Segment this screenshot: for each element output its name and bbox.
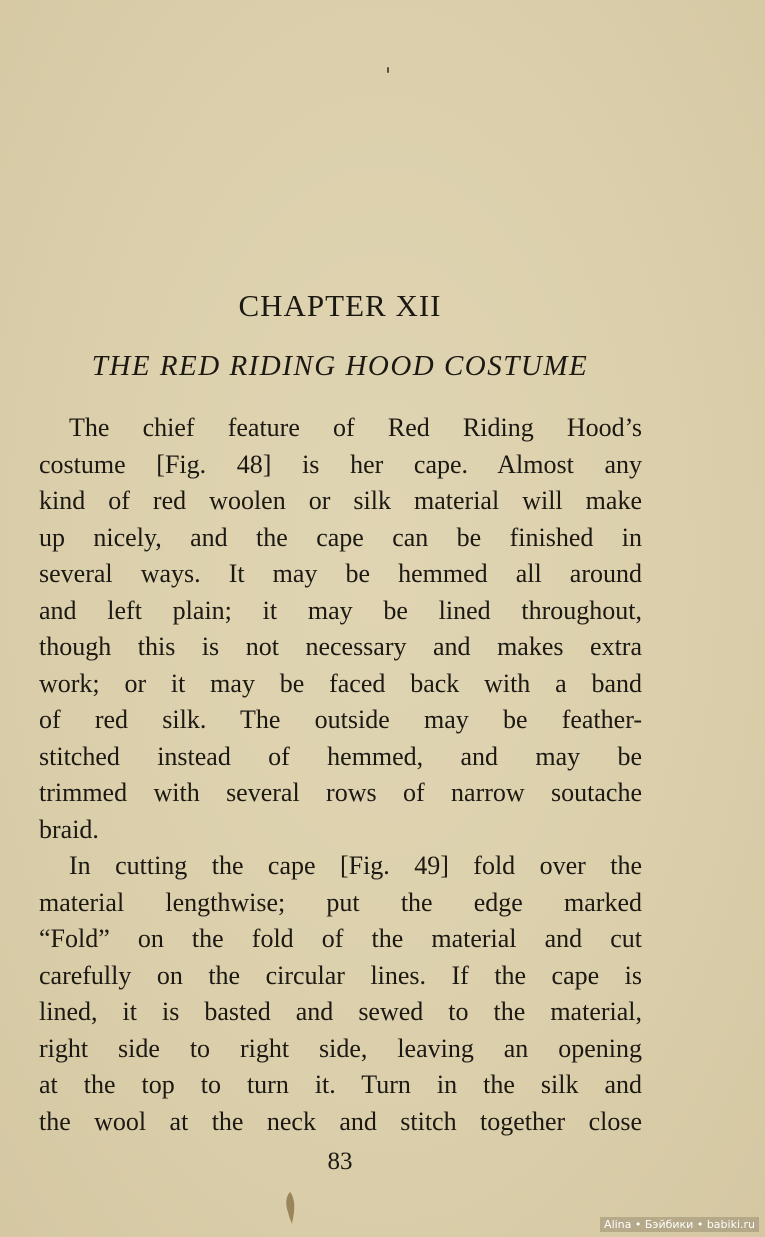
text-line: though this is not necessary and makes extra <box>39 632 642 661</box>
text-line: “Fold” on the fold of the material and cut <box>39 924 642 953</box>
chapter-title: THE RED RIDING HOOD COSTUME <box>91 350 589 382</box>
page-number: 83 <box>327 1148 353 1175</box>
ink-mark <box>283 1190 297 1226</box>
text-line: braid. <box>39 814 99 844</box>
text-line: material lengthwise; put the edge marked <box>39 887 642 917</box>
watermark: Alina • Бэйбики • babiki.ru <box>600 1217 759 1232</box>
text-line: carefully on the circular lines. If the cape is <box>39 960 642 990</box>
text-line: the wool at the neck and stitch together close <box>39 1106 642 1136</box>
ink-speck <box>387 67 389 73</box>
text-line: several ways. It may be hemmed all around <box>39 559 642 588</box>
text-line: at the top to turn it. Turn in the silk and <box>39 1070 642 1099</box>
chapter-number: CHAPTER XII <box>238 288 442 323</box>
text-line: stitched instead of hemmed, and may be <box>39 741 642 771</box>
text-line: work; or it may be faced back with a band <box>39 668 642 698</box>
text-line: In cutting the cape [Fig. 49] fold over the <box>69 851 642 880</box>
text-line: right side to right side, leaving an opening <box>39 1033 642 1063</box>
text-line: up nicely, and the cape can be finished in <box>39 522 642 552</box>
text-line: trimmed with several rows of narrow soutache <box>39 778 642 807</box>
text-line: and left plain; it may be lined throughout, <box>39 595 642 625</box>
text-line: lined, it is basted and sewed to the material, <box>39 997 642 1026</box>
text-line: of red silk. The outside may be feather- <box>39 705 642 734</box>
text-line: kind of red woolen or silk material will make <box>39 486 642 515</box>
body-text <box>39 410 642 1140</box>
text-line: costume [Fig. 48] is her cape. Almost any <box>39 449 642 479</box>
text-line: The chief feature of Red Riding Hood’s <box>69 413 642 442</box>
